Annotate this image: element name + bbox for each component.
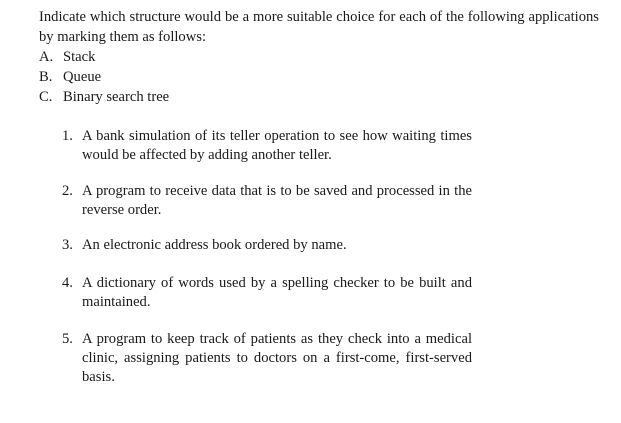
item-number: 4.: [62, 275, 73, 291]
item-text: A program to keep track of patients as they check into a medical clinic, assigning patients to doctors on a first-come, first-served basis.: [82, 331, 472, 385]
option-letter: B.: [39, 69, 53, 85]
option-label: Stack: [63, 49, 96, 65]
item-number: 2.: [62, 183, 73, 199]
application-item-4: [62, 274, 472, 312]
option-label: Queue: [63, 69, 102, 85]
option-letter: A.: [39, 49, 54, 65]
item-text: An electronic address book ordered by name.: [82, 237, 347, 253]
option-label: Binary search tree: [63, 89, 170, 105]
item-number: 5.: [62, 331, 73, 347]
item-text: A program to receive data that is to be saved and processed in the reverse order.: [82, 183, 472, 218]
item-text: A dictionary of words used by a spelling checker to be built and maintained.: [82, 275, 472, 310]
structure-options-list: [39, 47, 169, 107]
application-item-5: [62, 330, 472, 387]
application-item-2: [62, 182, 472, 220]
instructions-paragraph: Indicate which structure would be a more suitable choice for each of the following applications by marking them as follows:: [39, 9, 599, 45]
application-item-1: [62, 127, 472, 165]
application-item-3: [62, 236, 472, 255]
item-text: A bank simulation of its teller operation to see how waiting times would be affected by adding another teller.: [82, 128, 472, 163]
item-number: 1.: [62, 128, 73, 144]
option-binary-search-tree: [39, 87, 169, 107]
option-letter: C.: [39, 89, 53, 105]
option-queue: [39, 67, 169, 87]
option-stack: [39, 47, 169, 67]
item-number: 3.: [62, 237, 73, 253]
